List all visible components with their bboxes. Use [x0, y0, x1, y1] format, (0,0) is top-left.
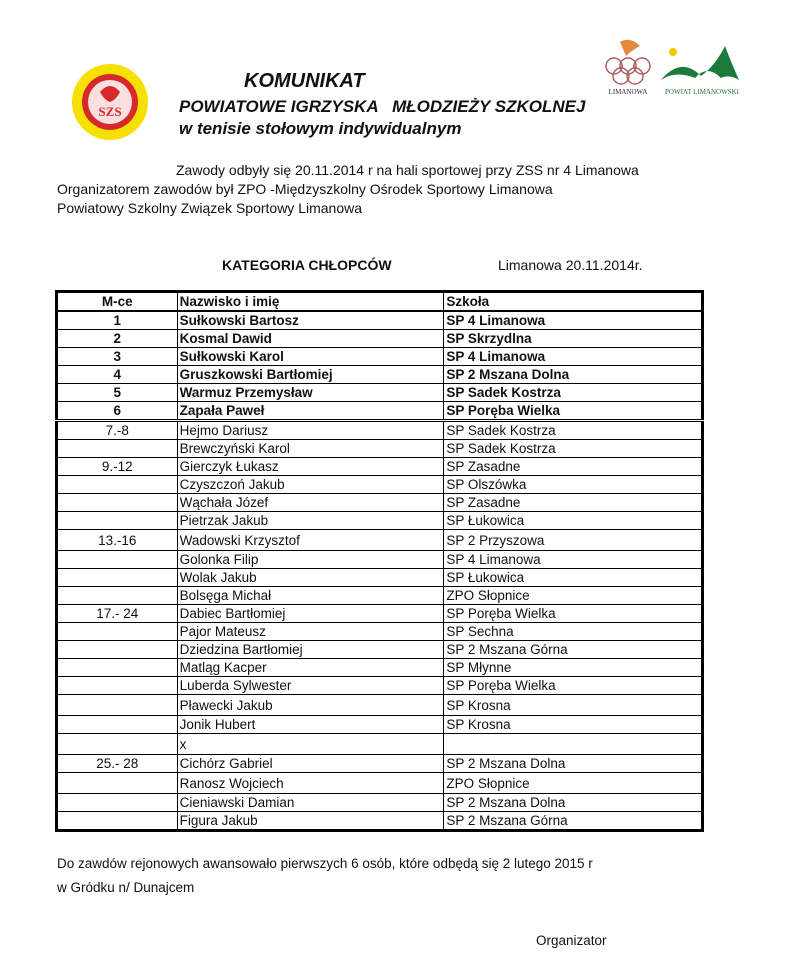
table-row [57, 812, 703, 831]
cell-place: 5 [57, 384, 178, 402]
cell-place [57, 773, 178, 794]
table-row [57, 476, 703, 494]
table-row [57, 659, 703, 677]
cell-name: Ranosz Wojciech [177, 773, 444, 794]
cell-school: SP Poręba Wielka [444, 605, 703, 623]
info-line-association: Powiatowy Szkolny Związek Sportowy Limanowa [57, 200, 363, 216]
cell-school: SP Zasadne [444, 494, 703, 512]
cell-school: SP 2 Mszana Dolna [444, 794, 703, 812]
cell-name: Gierczyk Łukasz [177, 458, 444, 476]
table-row [57, 773, 703, 794]
info-line-organizer: Organizatorem zawodów był ZPO -Międzyszkolny Ośrodek Sportowy Limanowa [57, 181, 553, 197]
table-row [57, 641, 703, 659]
header-school: Szkoła [444, 292, 703, 312]
cell-name: Brewczyński Karol [177, 440, 444, 458]
cell-name: Cieniawski Damian [177, 794, 444, 812]
cell-place [57, 734, 178, 755]
table-row [57, 755, 703, 773]
cell-school: SP Sadek Kostrza [444, 440, 703, 458]
place-date: Limanowa 20.11.2014r. [498, 257, 643, 273]
cell-name: Dabiec Bartłomiej [177, 605, 444, 623]
document-title: KOMUNIKAT [244, 70, 365, 92]
table-row [57, 623, 703, 641]
table-row [57, 348, 703, 366]
info-line-venue: Zawody odbyły się 20.11.2014 r na hali sportowej przy ZSS nr 4 Limanowa [176, 162, 639, 178]
szs-logo-icon [70, 62, 150, 142]
mos-limanowa-logo-icon [598, 36, 658, 96]
table-row [57, 402, 703, 421]
cell-place [57, 587, 178, 605]
cell-school: SP Skrzydlna [444, 330, 703, 348]
cell-place [57, 476, 178, 494]
table-row [57, 734, 703, 755]
cell-school: ZPO Słopnice [444, 773, 703, 794]
cell-name: Dziedzina Bartłomiej [177, 641, 444, 659]
cell-place [57, 695, 178, 716]
table-row [57, 605, 703, 623]
cell-name: Jonik Hubert [177, 716, 444, 734]
table-row [57, 440, 703, 458]
cell-place: 6 [57, 402, 178, 421]
table-row [57, 512, 703, 530]
footer-note-location: w Gródku n/ Dunajcem [57, 880, 195, 895]
cell-name: Sułkowski Karol [177, 348, 444, 366]
cell-place: 17.- 24 [57, 605, 178, 623]
footer-note: Do zawdów rejonowych awansowało pierwszych 6 osób, które odbędą się 2 lutego 2015 r [57, 856, 593, 871]
cell-place [57, 551, 178, 569]
table-row [57, 330, 703, 348]
cell-name: Luberda Sylwester [177, 677, 444, 695]
cell-school: SP Łukowica [444, 569, 703, 587]
table-row [57, 458, 703, 476]
cell-name: Wadowski Krzysztof [177, 530, 444, 551]
cell-name: Matląg Kacper [177, 659, 444, 677]
cell-place [57, 512, 178, 530]
cell-school [444, 734, 703, 755]
cell-place: 9.-12 [57, 458, 178, 476]
cell-place: 2 [57, 330, 178, 348]
cell-school: SP 2 Mszana Górna [444, 812, 703, 831]
table-row [57, 569, 703, 587]
cell-name: Pajor Mateusz [177, 623, 444, 641]
cell-school: ZPO Słopnice [444, 587, 703, 605]
svg-text:SZS: SZS [98, 104, 122, 119]
cell-place: 25.- 28 [57, 755, 178, 773]
cell-school: SP Łukowica [444, 512, 703, 530]
cell-school: SP Olszówka [444, 476, 703, 494]
table-row [57, 716, 703, 734]
cell-name: Kosmal Dawid [177, 330, 444, 348]
cell-school: SP 4 Limanowa [444, 551, 703, 569]
table-row [57, 366, 703, 384]
cell-school: SP 4 Limanowa [444, 311, 703, 330]
cell-name: Gruszkowski Bartłomiej [177, 366, 444, 384]
cell-place [57, 623, 178, 641]
cell-school: SP Sadek Kostrza [444, 384, 703, 402]
table-row [57, 384, 703, 402]
cell-name: Wąchała Józef [177, 494, 444, 512]
cell-place [57, 494, 178, 512]
cell-place: 7.-8 [57, 421, 178, 440]
table-row [57, 494, 703, 512]
cell-school: SP Sechna [444, 623, 703, 641]
document-subtitle-discipline: w tenisie stołowym indywidualnym [179, 119, 462, 138]
cell-school: SP Sadek Kostrza [444, 421, 703, 440]
cell-place [57, 794, 178, 812]
cell-school: SP 4 Limanowa [444, 348, 703, 366]
header-name: Nazwisko i imię [177, 292, 444, 312]
cell-place: 4 [57, 366, 178, 384]
cell-name: Cichórz Gabriel [177, 755, 444, 773]
cell-name: Bolsęga Michał [177, 587, 444, 605]
cell-school: SP 2 Mszana Dolna [444, 366, 703, 384]
cell-school: SP Poręba Wielka [444, 677, 703, 695]
cell-name: Hejmo Dariusz [177, 421, 444, 440]
table-row [57, 311, 703, 330]
document-subtitle: POWIATOWE IGRZYSKA MŁODZIEŻY SZKOLNEJ [179, 97, 586, 116]
cell-school: SP 2 Mszana Dolna [444, 755, 703, 773]
organizer-signature: Organizator [536, 933, 607, 948]
table-row [57, 794, 703, 812]
cell-name: Warmuz Przemysław [177, 384, 444, 402]
cell-place [57, 569, 178, 587]
cell-name: Wolak Jakub [177, 569, 444, 587]
cell-name: x [177, 734, 444, 755]
category-heading: KATEGORIA CHŁOPCÓW [222, 257, 392, 273]
cell-name: Pławecki Jakub [177, 695, 444, 716]
cell-school: SP Poręba Wielka [444, 402, 703, 421]
cell-place: 1 [57, 311, 178, 330]
cell-place [57, 641, 178, 659]
cell-school: SP 2 Mszana Górna [444, 641, 703, 659]
cell-place: 13.-16 [57, 530, 178, 551]
cell-name: Pietrzak Jakub [177, 512, 444, 530]
cell-name: Golonka Filip [177, 551, 444, 569]
cell-school: SP 2 Przyszowa [444, 530, 703, 551]
cell-name: Zapała Paweł [177, 402, 444, 421]
cell-name: Czyszczoń Jakub [177, 476, 444, 494]
cell-place [57, 440, 178, 458]
cell-school: SP Zasadne [444, 458, 703, 476]
cell-school: SP Krosna [444, 716, 703, 734]
table-row [57, 587, 703, 605]
svg-text:LIMANOWA: LIMANOWA [608, 88, 648, 96]
cell-place: 3 [57, 348, 178, 366]
cell-place [57, 716, 178, 734]
svg-text:POWIAT LIMANOWSKI: POWIAT LIMANOWSKI [665, 88, 739, 96]
cell-place [57, 659, 178, 677]
cell-school: SP Krosna [444, 695, 703, 716]
cell-name: Sułkowski Bartosz [177, 311, 444, 330]
table-header-row [57, 292, 703, 312]
cell-name: Figura Jakub [177, 812, 444, 831]
powiat-limanowski-logo-icon [655, 32, 750, 97]
table-row [57, 551, 703, 569]
table-row [57, 530, 703, 551]
results-table [55, 290, 704, 832]
header-place: M-ce [57, 292, 178, 312]
cell-place [57, 677, 178, 695]
cell-school: SP Młynne [444, 659, 703, 677]
table-row [57, 677, 703, 695]
cell-place [57, 812, 178, 831]
table-row [57, 421, 703, 440]
table-row [57, 695, 703, 716]
